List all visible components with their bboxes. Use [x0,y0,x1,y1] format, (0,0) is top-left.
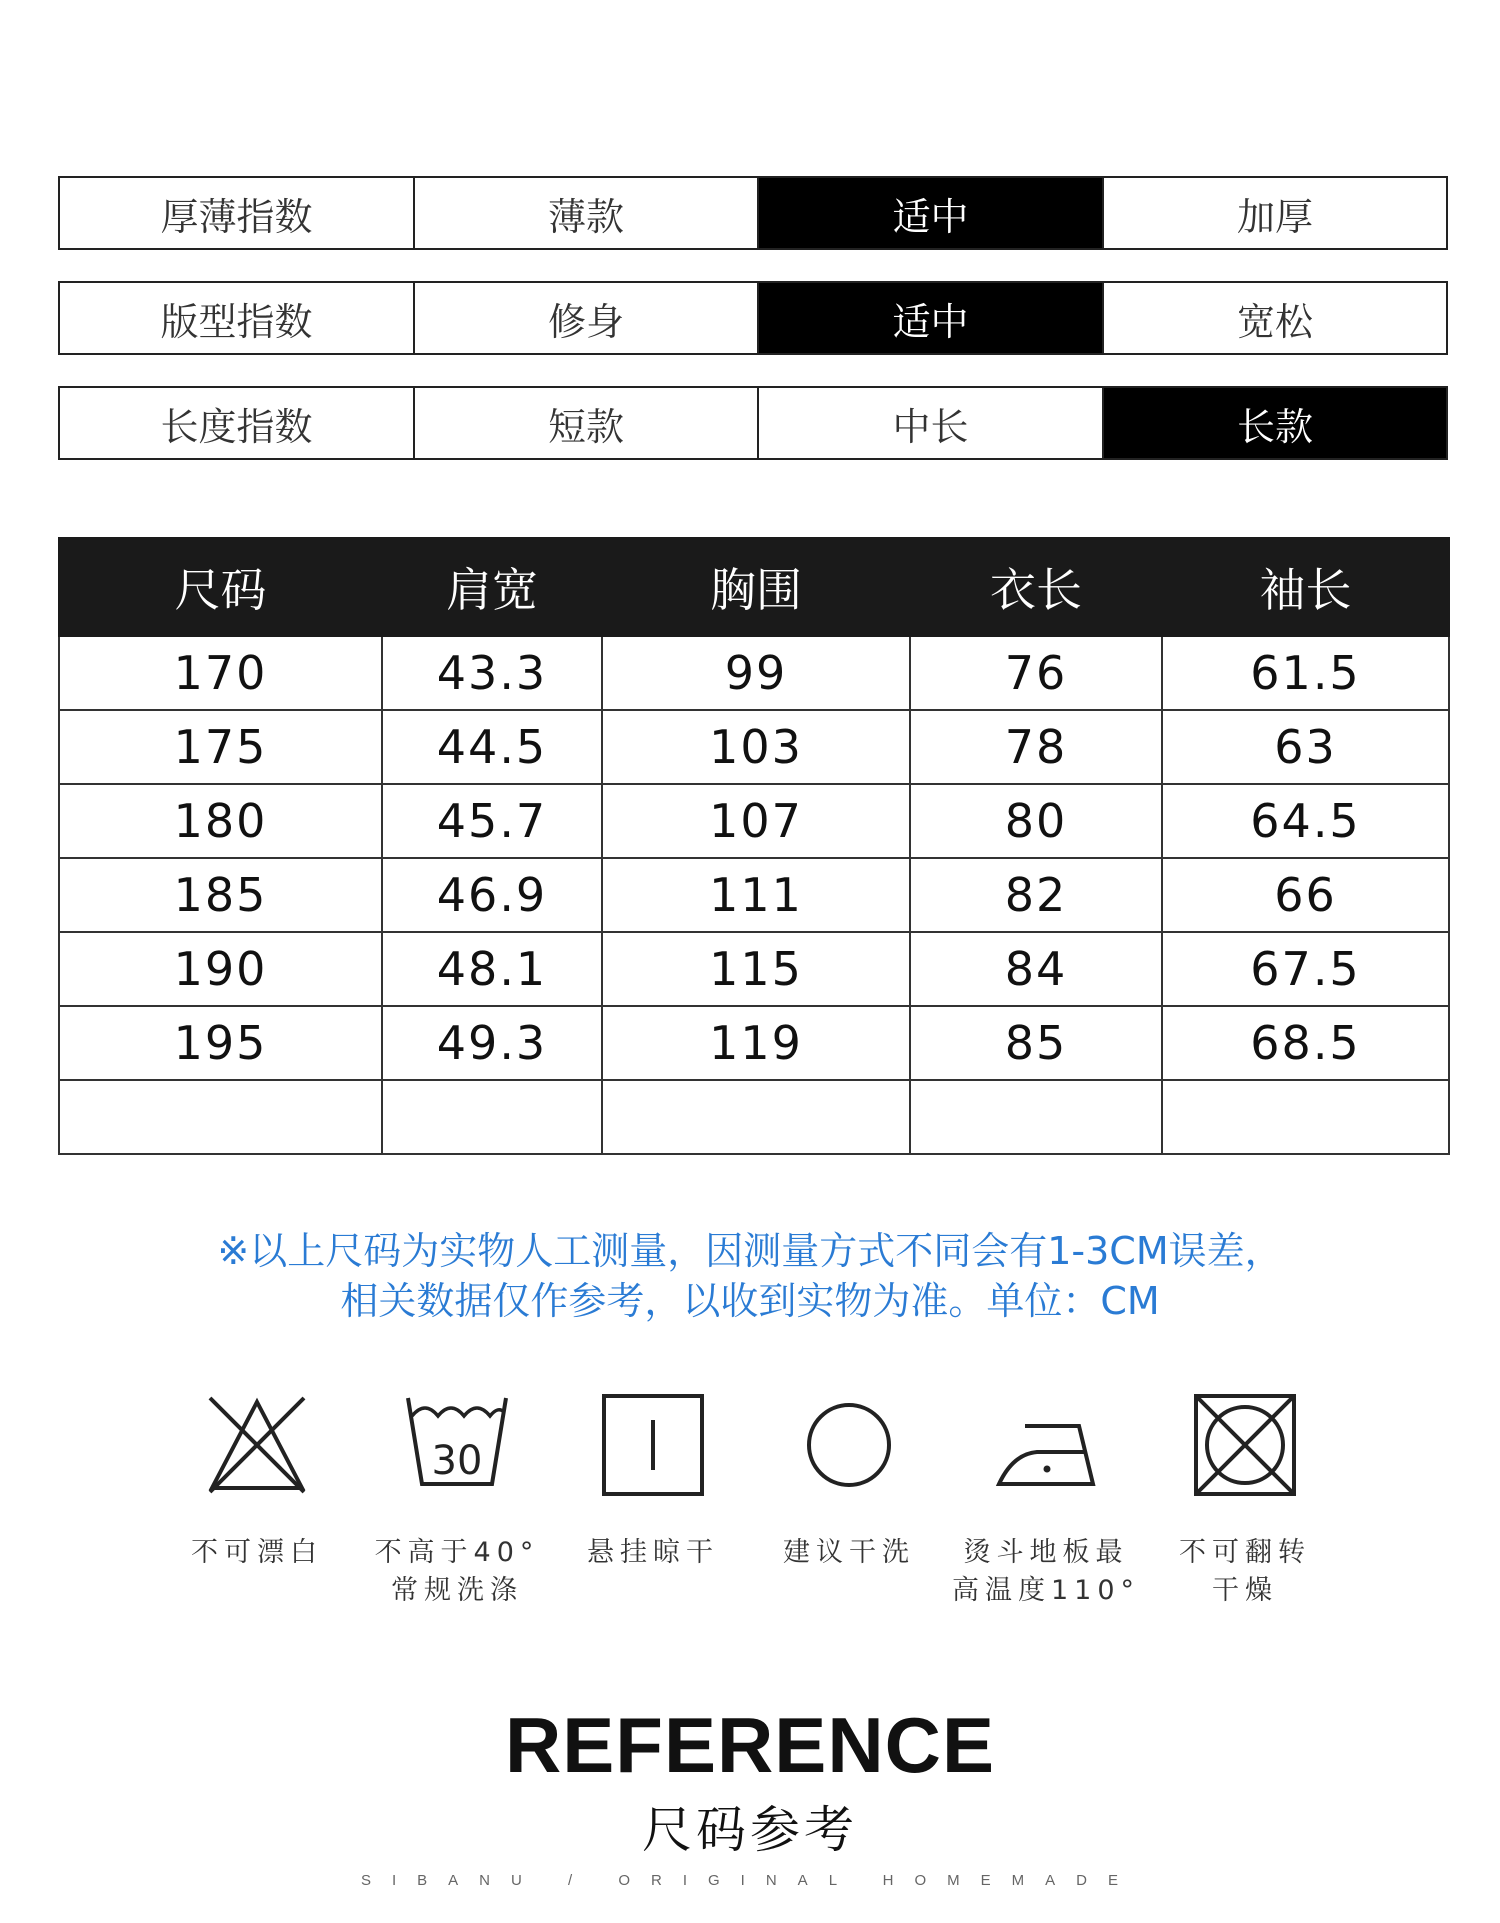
table-row [59,1006,1449,1080]
fit-option-regular: 适中 [757,283,1102,353]
table-cell: 82 [910,858,1162,932]
header-length: 衣长 [910,538,1162,636]
table-cell: 61.5 [1162,636,1449,710]
care-item-no-tumble-dry [1145,1390,1345,1610]
reference-subtitle: 尺码参考 [642,1801,858,1859]
table-cell: 46.9 [382,858,602,932]
table-row [59,858,1449,932]
fit-option-loose: 宽松 [1102,283,1446,353]
header-chest: 胸围 [602,538,910,636]
care-item-iron [946,1390,1146,1610]
table-cell: 103 [602,710,910,784]
size-table [58,537,1450,1155]
thickness-option-thin: 薄款 [413,178,757,248]
care-label-iron: 烫斗地板最 高温度110° [951,1537,1141,1606]
table-cell: 67.5 [1162,932,1449,1006]
care-label-wash: 不高于40° 常规洗涤 [374,1537,540,1606]
table-cell: 185 [59,858,382,932]
fit-option-slim: 修身 [413,283,757,353]
thickness-index-row [58,176,1448,250]
length-option-long: 长款 [1102,388,1446,458]
table-cell: 66 [1162,858,1449,932]
header-sleeve: 袖长 [1162,538,1449,636]
table-cell: 85 [910,1006,1162,1080]
table-cell: 45.7 [382,784,602,858]
table-row [59,636,1449,710]
wash-30-icon [402,1390,512,1500]
measurement-note-line2: 相关数据仅作参考，以收到实物为准。单位：CM [340,1279,1160,1323]
table-row [59,784,1449,858]
thickness-option-thick: 加厚 [1102,178,1446,248]
table-row [59,710,1449,784]
care-label-no-bleach: 不可漂白 [191,1537,323,1568]
table-cell: 48.1 [382,932,602,1006]
table-cell [1162,1080,1449,1154]
table-cell: 195 [59,1006,382,1080]
wash-30-icon-text: 30 [431,1438,483,1484]
dry-clean-icon [794,1390,904,1500]
table-cell: 44.5 [382,710,602,784]
iron-icon [991,1390,1101,1500]
table-cell: 115 [602,932,910,1006]
care-label-no-tumble-dry: 不可翻转 干燥 [1179,1537,1311,1606]
care-item-wash-30 [357,1390,557,1610]
table-cell [910,1080,1162,1154]
table-cell: 170 [59,636,382,710]
table-cell: 76 [910,636,1162,710]
size-table-header [59,538,1449,636]
table-cell: 84 [910,932,1162,1006]
table-cell: 111 [602,858,910,932]
table-cell: 190 [59,932,382,1006]
care-item-dry-clean [749,1390,949,1572]
header-shoulder: 肩宽 [382,538,602,636]
care-label-dry-clean: 建议干洗 [783,1537,915,1568]
table-cell: 80 [910,784,1162,858]
table-cell: 43.3 [382,636,602,710]
fit-index-row [58,281,1448,355]
table-cell: 64.5 [1162,784,1449,858]
care-item-hang-dry [553,1390,753,1572]
table-cell: 107 [602,784,910,858]
no-tumble-dry-icon [1190,1390,1300,1500]
care-item-no-bleach [157,1390,357,1572]
table-cell: 78 [910,710,1162,784]
table-cell: 68.5 [1162,1006,1449,1080]
thickness-index-label: 厚薄指数 [160,194,313,239]
hang-dry-icon [598,1390,708,1500]
table-cell [382,1080,602,1154]
header-size: 尺码 [59,538,382,636]
table-row [59,932,1449,1006]
brand-line: SIBANU / ORIGINAL HOMEMADE [361,1872,1139,1889]
reference-title: REFERENCE [504,1701,996,1789]
length-index-row [58,386,1448,460]
table-cell: 119 [602,1006,910,1080]
length-option-mid: 中长 [757,388,1102,458]
care-label-hang-dry: 悬挂晾干 [587,1537,719,1568]
fit-index-label: 版型指数 [160,299,313,344]
table-cell: 180 [59,784,382,858]
thickness-option-medium: 适中 [757,178,1102,248]
measurement-note-line1: ※以上尺码为实物人工测量，因测量方式不同会有1-3CM误差， [217,1229,1283,1273]
table-row-empty [59,1080,1449,1154]
no-bleach-icon [202,1390,312,1500]
length-option-short: 短款 [413,388,757,458]
table-cell [59,1080,382,1154]
table-cell: 49.3 [382,1006,602,1080]
table-cell: 175 [59,710,382,784]
table-cell [602,1080,910,1154]
table-cell: 63 [1162,710,1449,784]
table-cell: 99 [602,636,910,710]
length-index-label: 长度指数 [160,404,313,449]
